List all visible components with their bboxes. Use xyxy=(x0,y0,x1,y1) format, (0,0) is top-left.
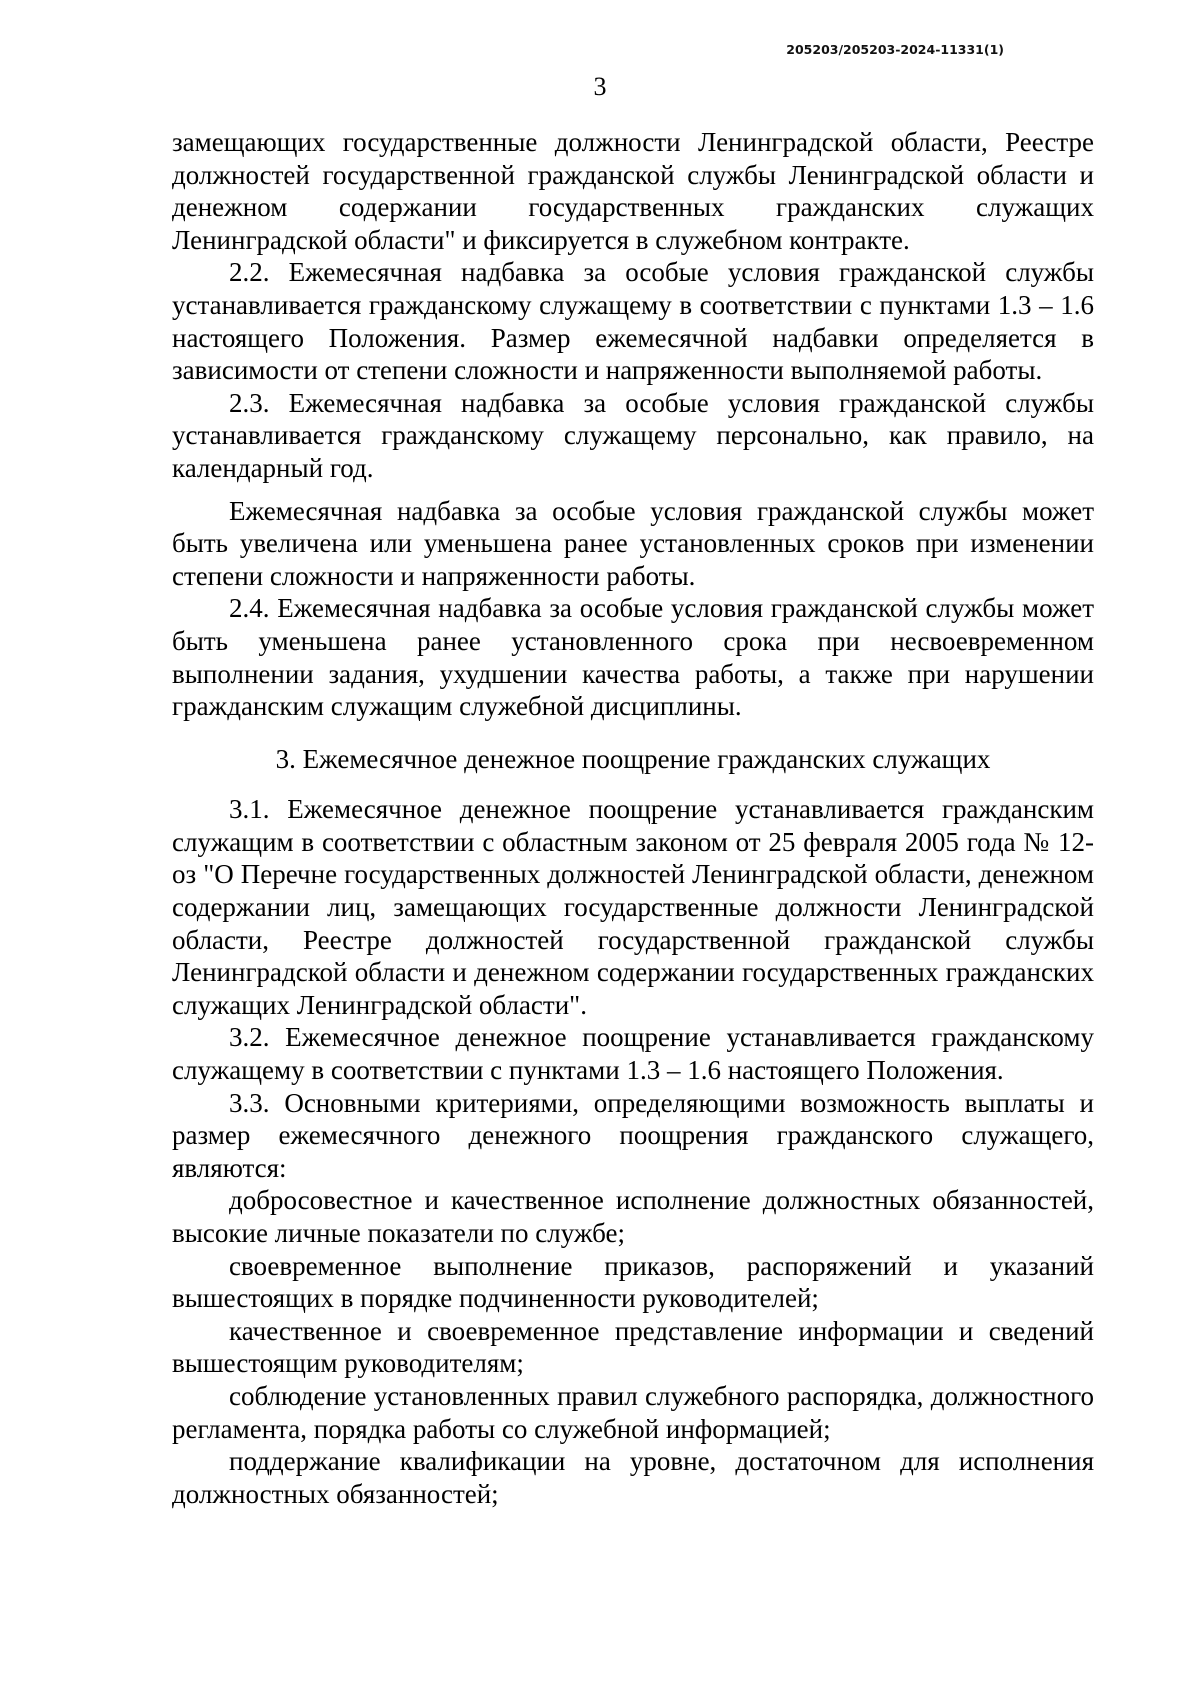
paragraph-2-3-continued: Ежемесячная надбавка за особые условия гражданской службы может быть увеличена или уменьшена ранее установленных сроков при изменении степени сложности и напряженности работы. xyxy=(172,495,1094,591)
criterion-item: добросовестное и качественное исполнение должностных обязанностей, высокие личные показатели по службе; xyxy=(172,1185,1094,1248)
criterion-item: качественное и своевременное представление информации и сведений вышестоящим руководителям; xyxy=(172,1315,1094,1379)
criterion-item: своевременное выполнение приказов, распоряжений и указаний вышестоящих в порядке подчиненности руководителей; xyxy=(172,1250,1094,1314)
paragraph-2-4: 2.4. Ежемесячная надбавка за особые условия гражданской службы может быть уменьшена ранее установленного срока при несвоевременном выполнении задания, ухудшении качества работы, а также при нарушении гражданским служащим служебной дисциплины. xyxy=(172,593,1094,722)
document-body xyxy=(172,126,1094,1510)
paragraph-continuation: замещающих государственные должности Ленинградской области, Реестре должностей государственной гражданской службы Ленинградской области и денежном содержании государственных гражданских служащих Ленинградской области" и фиксируется в служебном контракте. xyxy=(172,127,1094,255)
paragraph-2-3: 2.3. Ежемесячная надбавка за особые условия гражданской службы устанавливается гражданскому служащему персонально, как правило, на календарный год. xyxy=(172,387,1094,483)
paragraph-3-2: 3.2. Ежемесячное денежное поощрение устанавливается гражданскому служащему в соответствии с пунктами 1.3 – 1.6 настоящего Положения. xyxy=(172,1022,1094,1086)
paragraph-3-3: 3.3. Основными критериями, определяющими возможность выплаты и размер ежемесячного денежного поощрения гражданского служащего, являются: xyxy=(172,1087,1094,1183)
page-number: 3 xyxy=(593,72,607,101)
section-3-heading: 3. Ежемесячное денежное поощрение гражданских служащих xyxy=(275,743,991,774)
criterion-item: соблюдение установленных правил служебного распорядка, должностного регламента, порядка работы со служебной информацией; xyxy=(172,1380,1094,1444)
paragraph-3-1: 3.1. Ежемесячное денежное поощрение устанавливается гражданским служащим в соответствии с областным законом от 25 февраля 2005 года № 12-оз "О Перечне государственных должностей Ленинградской области, денежном содержании лиц, замещающих государственные должности Ленинградской области, Реестре должностей государственной гражданской службы Ленинградской области и денежном содержании государственных гражданских служащих Ленинградской области". xyxy=(172,794,1094,1020)
document-id: 205203/205203-2024-11331(1) xyxy=(786,42,1004,57)
paragraph-2-2: 2.2. Ежемесячная надбавка за особые условия гражданской службы устанавливается гражданскому служащему в соответствии с пунктами 1.3 – 1.6 настоящего Положения. Размер ежемесячной надбавки определяется в зависимости от степени сложности и напряженности выполняемой работы. xyxy=(172,257,1094,386)
criterion-item: поддержание квалификации на уровне, достаточном для исполнения должностных обязанностей; xyxy=(172,1446,1094,1509)
